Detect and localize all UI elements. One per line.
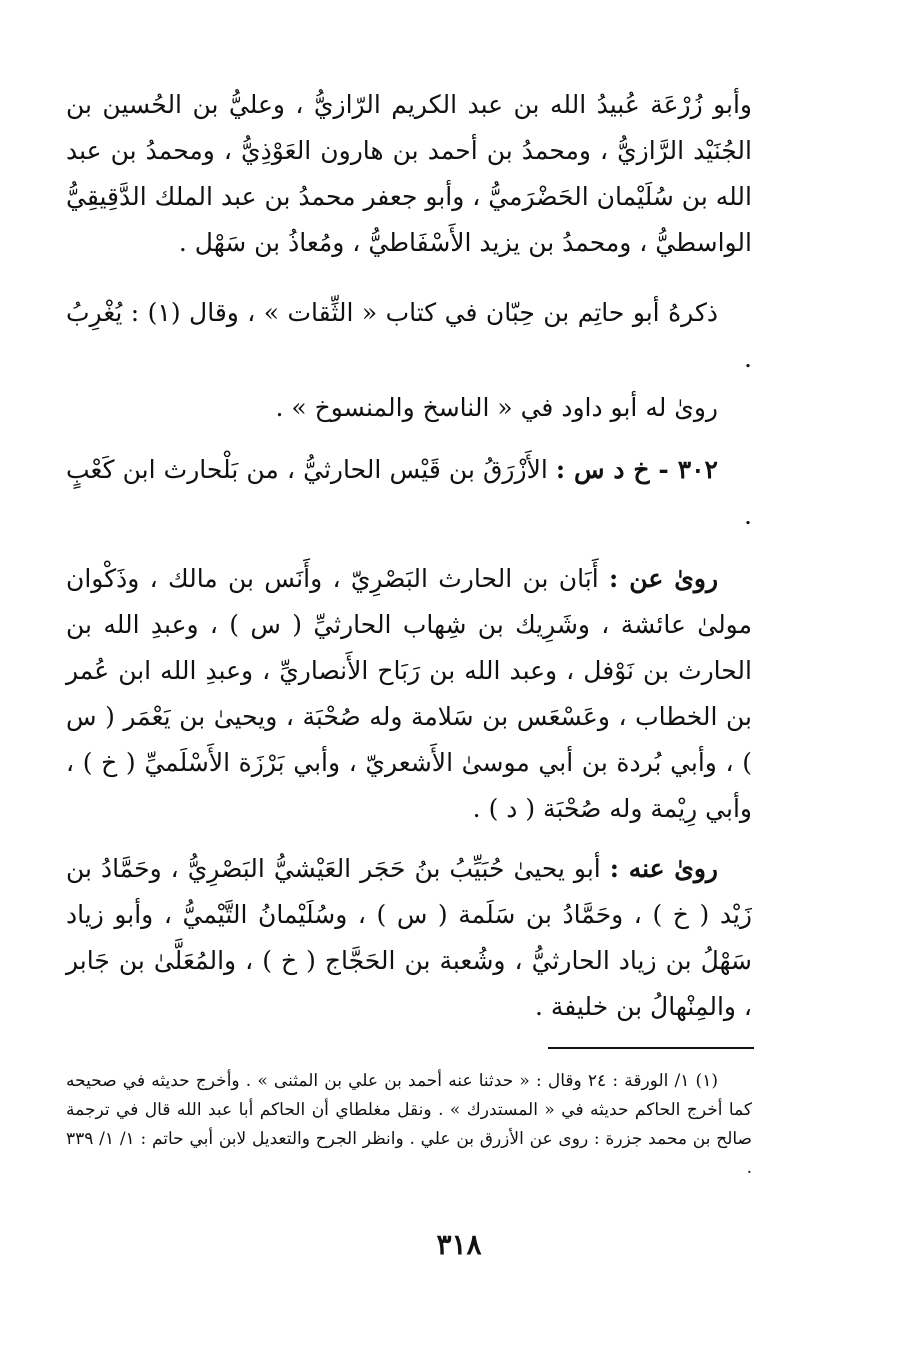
section-label: روىٰ عن : bbox=[609, 564, 719, 593]
paragraph-text: وأبو زُرْعَة عُبيدُ الله بن عبد الكريم الرّازيُّ ، وعليُّ بن الحُسين بن الجُنَيْد الرَّازيُّ ، ومحمدُ بن أحمد بن هارون العَوْذِيُّ ، ومحمدُ بن عبد الله بن سُلَيْمان الحَضْرَميُّ ، وأبو جعفر محمدُ بن عبد الملك الدَّقِيقِيُّ الواسطيُّ ، ومحمدُ بن يزيد الأَسْفَاطيُّ ، ومُعاذُ بن سَهْل . bbox=[66, 90, 752, 257]
entry-302-heading bbox=[66, 447, 752, 539]
entry-number: ٣٠٢ - خ د س : bbox=[555, 455, 718, 484]
footnote-text: (١) ١/ الورقة : ٢٤ وقال : « حدثنا عنه أحمد بن علي بن المثنى » . وأخرج حديثه في صحيحه كما أخرج الحاكم حديثه في « المستدرك » . ونقل مغلطاي أن الحاكم أبا عبد الله قال في ترجمة صالح بن محمد جزرة : روى عن الأزرق بن علي . وانظر الجرح والتعديل لابن أبي حاتم : ١/ ١/ ٣٣٩ . bbox=[66, 1071, 752, 1178]
footnote bbox=[66, 1067, 752, 1183]
paragraph-narrators-continued bbox=[66, 82, 752, 266]
paragraph-ibn-hibban bbox=[66, 290, 752, 382]
paragraph-narrated-from bbox=[66, 556, 752, 832]
page-number: ٣١٨ bbox=[436, 1228, 482, 1261]
paragraph-text: أَبَان بن الحارث البَصْرِيّ ، وأَنَس بن مالك ، وذَكْوان مولىٰ عائشة ، وشَرِيك بن شِهاب الحارثيِّ ( س ) ، وعبدِ الله بن الحارث بن نَوْفل ، وعبد الله بن رَبَاح الأَنصاريِّ ، وعبدِ الله ابن عُمر بن الخطاب ، وعَسْعَس بن سَلامة وله صُحْبَة ، ويحيىٰ بن يَعْمَر ( س ) ، وأبي بُردة بن أبي موسىٰ الأَشعريّ ، وأبي بَرْزَة الأَسْلَميِّ ( خ ) ، وأبي رِيْمة وله صُحْبَة ( د ) . bbox=[66, 564, 752, 823]
paragraph-text: أبو يحيىٰ حُبَيِّبُ بنُ حَجَر العَيْشيُّ البَصْرِيُّ ، وحَمَّادُ بن زَيْد ( خ ) ، وحَمَّادُ بن سَلَمة ( س ) ، وسُلَيْمانُ التَّيْميُّ ، وأبو زياد سَهْلُ بن زياد الحارثيُّ ، وشُعبة بن الحَجَّاج ( خ ) ، والمُعَلَّىٰ بن جَابر ، والمِنْهالُ بن خليفة . bbox=[66, 854, 752, 1021]
section-label: روىٰ عنه : bbox=[609, 854, 718, 883]
footnote-divider bbox=[548, 1047, 754, 1049]
paragraph-abu-dawud bbox=[66, 385, 752, 431]
paragraph-narrated-by bbox=[66, 846, 752, 1030]
paragraph-text: ذكرهُ أبو حاتِم بن حِبّان في كتاب « الثِّقات » ، وقال (١) : يُغْرِبُ . bbox=[66, 298, 752, 373]
paragraph-text: روىٰ له أبو داود في « الناسخ والمنسوخ » . bbox=[275, 393, 718, 422]
entry-name: الأَزْرَقُ بن قَيْس الحارثيُّ ، من بَلْحارث ابن كَعْبٍ . bbox=[66, 455, 752, 530]
